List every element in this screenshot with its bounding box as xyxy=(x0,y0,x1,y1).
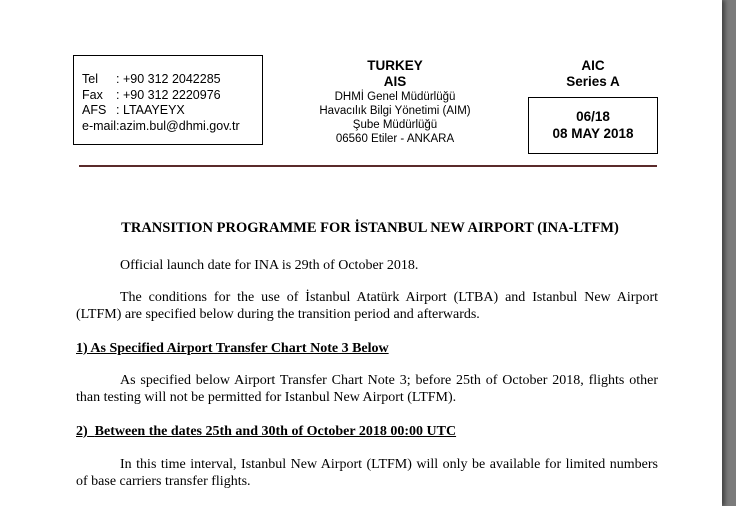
tel-row xyxy=(82,72,262,88)
tel-label: Tel xyxy=(82,72,98,86)
email-row: e-mail:azim.bul@dhmi.gov.tr xyxy=(82,118,240,133)
tel-value: : +90 312 2042285 xyxy=(116,72,221,86)
section-1-heading: 1) As Specified Airport Transfer Chart Note 3 Below xyxy=(76,341,389,356)
afs-value: : LTAAYEYX xyxy=(116,103,185,117)
service-title: AIS xyxy=(383,74,407,89)
section-2-heading: Between the dates 25th and 30th of October 2018 00:00 UTC xyxy=(94,424,457,439)
org-line-1: DHMİ Genel Müdürlüğü xyxy=(334,91,456,103)
fax-value: : +90 312 2220976 xyxy=(116,87,221,102)
issuer-header xyxy=(290,58,500,146)
contact-box xyxy=(73,55,263,145)
afs-label: AFS xyxy=(82,103,107,117)
document-body xyxy=(76,220,658,490)
launch-paragraph: Official launch date for INA is 29th of October 2018. xyxy=(120,258,419,273)
org-line-2: Havacılık Bilgi Yönetimi (AIM) xyxy=(319,105,471,117)
aic-label: AIC xyxy=(581,58,605,73)
country-title: TURKEY xyxy=(367,58,423,73)
aic-header xyxy=(528,58,658,90)
section-2-number: 2) xyxy=(76,424,88,439)
aic-series: Series A xyxy=(566,74,620,89)
section-2-heading-row xyxy=(76,423,658,440)
aic-date: 08 MAY 2018 xyxy=(552,126,634,141)
org-line-4: 06560 Etiler - ANKARA xyxy=(335,133,455,145)
conditions-paragraph: The conditions for the use of İstanbul Atatürk Airport (LTBA) and Istanbul New Airport (LTFM) are specified below during the transition period and afterwards. xyxy=(76,290,658,322)
org-line-3: Şube Müdürlüğü xyxy=(352,119,438,131)
afs-row xyxy=(82,103,262,119)
document-title: TRANSITION PROGRAMME FOR İSTANBUL NEW AIRPORT (INA-LTFM) xyxy=(121,220,619,236)
fax-row xyxy=(82,88,262,104)
aic-number-box xyxy=(528,97,658,154)
section-2-paragraph: In this time interval, Istanbul New Airport (LTFM) will only be available for limited numbers of base carriers transfer flights. xyxy=(76,457,658,489)
section-1-paragraph: As specified below Airport Transfer Chart Note 3; before 25th of October 2018, flights other than testing will not be permitted for Istanbul New Airport (LTFM). xyxy=(76,373,658,405)
aic-number: 06/18 xyxy=(576,109,610,124)
fax-label: Fax xyxy=(82,87,103,102)
header-divider xyxy=(79,165,657,167)
